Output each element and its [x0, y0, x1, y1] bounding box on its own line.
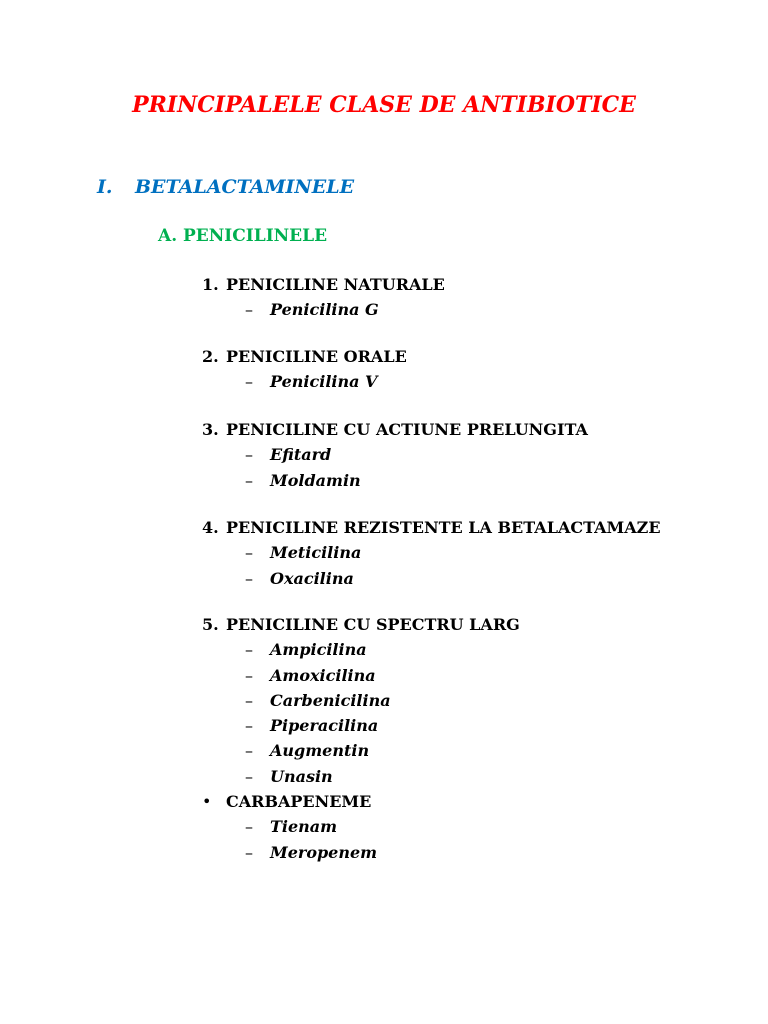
group-label: PENICILINE ORALE — [226, 347, 407, 366]
dash-marker: – — [245, 817, 253, 837]
penicillin-group-3 — [202, 417, 588, 493]
carbapeneme-header — [202, 789, 520, 814]
group-number: 5. — [202, 615, 219, 634]
group-label: PENICILINE CU ACTIUNE PRELUNGITA — [226, 420, 588, 439]
group-number: 3. — [202, 420, 219, 439]
dash-marker: – — [245, 640, 253, 660]
dash-marker: – — [245, 445, 253, 465]
dash-marker: – — [245, 665, 253, 685]
list-item — [202, 663, 520, 688]
list-item — [202, 540, 661, 565]
dash-marker: – — [245, 690, 253, 710]
list-item — [202, 688, 520, 713]
group-number: 4. — [202, 518, 219, 537]
item-text: Ampicilina — [270, 640, 367, 660]
group-header — [202, 344, 407, 369]
dash-marker: – — [245, 372, 253, 392]
page-title: PRINCIPALELE CLASE DE ANTIBIOTICE — [132, 92, 636, 118]
list-item — [202, 637, 520, 662]
list-item — [202, 297, 445, 322]
penicillin-group-1 — [202, 272, 445, 323]
list-item — [202, 738, 520, 763]
item-text: Tienam — [270, 817, 338, 837]
dash-marker: – — [245, 470, 253, 490]
group-header — [202, 272, 445, 297]
group-number: 2. — [202, 347, 219, 366]
item-text: Augmentin — [270, 741, 370, 761]
list-item — [202, 713, 520, 738]
dash-marker: – — [245, 716, 253, 736]
group-label: PENICILINE NATURALE — [226, 275, 445, 294]
item-text: Meticilina — [270, 543, 362, 563]
group-label: CARBAPENEME — [226, 792, 372, 812]
item-text: Penicilina G — [270, 300, 379, 320]
penicillin-group-2 — [202, 344, 407, 395]
dash-marker: – — [245, 300, 253, 320]
group-label: PENICILINE CU SPECTRU LARG — [226, 615, 520, 634]
list-item — [202, 814, 520, 839]
section-number: I. — [97, 176, 113, 198]
group-header — [202, 612, 520, 637]
dash-marker: – — [245, 543, 253, 563]
list-item — [202, 442, 588, 467]
list-item — [202, 840, 520, 865]
item-text: Moldamin — [270, 470, 361, 490]
dash-marker: – — [245, 741, 253, 761]
dash-marker: – — [245, 842, 253, 862]
bullet-icon: • — [202, 792, 212, 812]
penicillin-group-5 — [202, 612, 520, 865]
subsection-heading: A. PENICILINELE — [158, 226, 328, 246]
penicillin-group-4 — [202, 515, 661, 591]
item-text: Piperacilina — [270, 716, 379, 736]
group-number: 1. — [202, 275, 219, 294]
group-header — [202, 417, 588, 442]
item-text: Carbenicilina — [270, 690, 391, 710]
group-header — [202, 515, 661, 540]
list-item — [202, 468, 588, 493]
dash-marker: – — [245, 568, 253, 588]
dash-marker: – — [245, 766, 253, 786]
list-item — [202, 764, 520, 789]
group-label: PENICILINE REZISTENTE LA BETALACTAMAZE — [226, 518, 661, 537]
item-text: Efitard — [270, 445, 332, 465]
list-item — [202, 369, 407, 394]
item-text: Meropenem — [270, 842, 378, 862]
section-heading: BETALACTAMINELE — [135, 176, 355, 198]
item-text: Penicilina V — [270, 372, 378, 392]
list-item — [202, 566, 661, 591]
item-text: Amoxicilina — [270, 665, 376, 685]
item-text: Oxacilina — [270, 568, 354, 588]
item-text: Unasin — [270, 766, 333, 786]
